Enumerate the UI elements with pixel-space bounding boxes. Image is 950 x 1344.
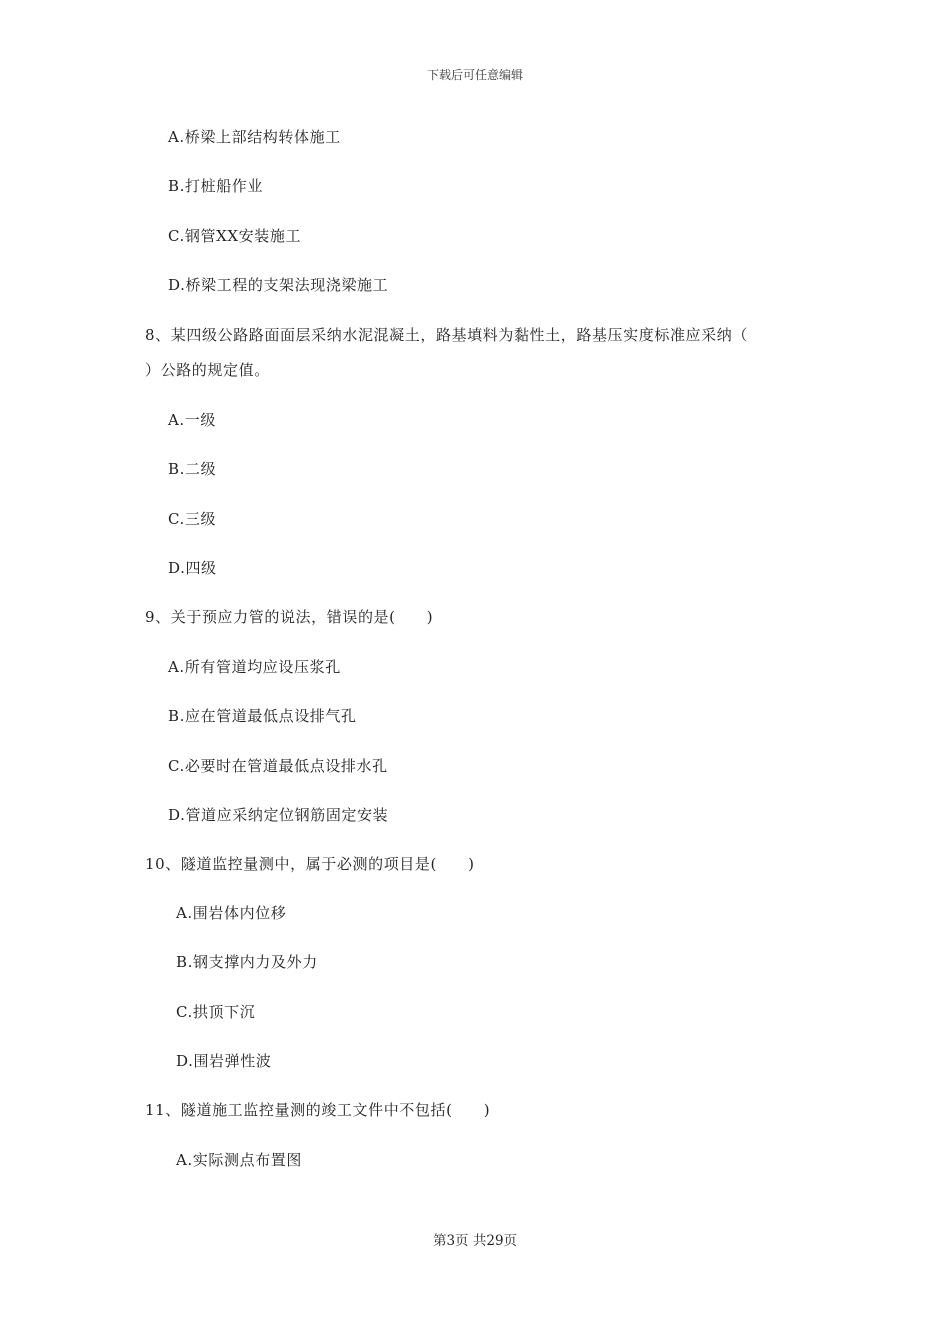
option-8b: B.二级 (168, 460, 217, 478)
option-9a: A.所有管道均应设压浆孔 (168, 658, 341, 676)
option-9c: C.必要时在管道最低点设排水孔 (168, 757, 388, 775)
option-7a: A.桥梁上部结构转体施工 (168, 128, 341, 146)
option-11a: A.实际测点布置图 (176, 1151, 303, 1169)
option-7d: D.桥梁工程的支架法现浇梁施工 (168, 276, 389, 294)
option-8a: A.一级 (168, 411, 217, 429)
page-footer: 第3页 共29页 (432, 1233, 518, 1249)
option-10b: B.钢支撑内力及外力 (176, 953, 318, 971)
option-7c: C.钢管XX安装施工 (168, 227, 302, 245)
option-8d: D.四级 (168, 559, 217, 577)
page-header: 下载后可任意编辑 (426, 68, 523, 82)
question-10: 10、隧道监控量测中，属于必测的项目是( ) (145, 855, 475, 873)
option-9b: B.应在管道最低点设排气孔 (168, 707, 357, 725)
option-10d: D.围岩弹性波 (176, 1052, 272, 1070)
question-8: 8、某四级公路路面面层采纳水泥混凝土，路基填料为黏性土，路基压实度标准应采纳（ (145, 326, 748, 344)
option-8c: C.三级 (168, 510, 217, 528)
option-9d: D.管道应采纳定位钢筋固定安装 (168, 806, 389, 824)
question-11: 11、隧道施工监控量测的竣工文件中不包括( ) (145, 1101, 491, 1119)
question-9: 9、关于预应力管的说法，错误的是( ) (145, 608, 434, 626)
option-10a: A.围岩体内位移 (176, 904, 287, 922)
question-8-cont: ）公路的规定值。 (145, 361, 270, 379)
option-7b: B.打桩船作业 (168, 177, 263, 195)
option-10c: C.拱顶下沉 (176, 1003, 256, 1021)
